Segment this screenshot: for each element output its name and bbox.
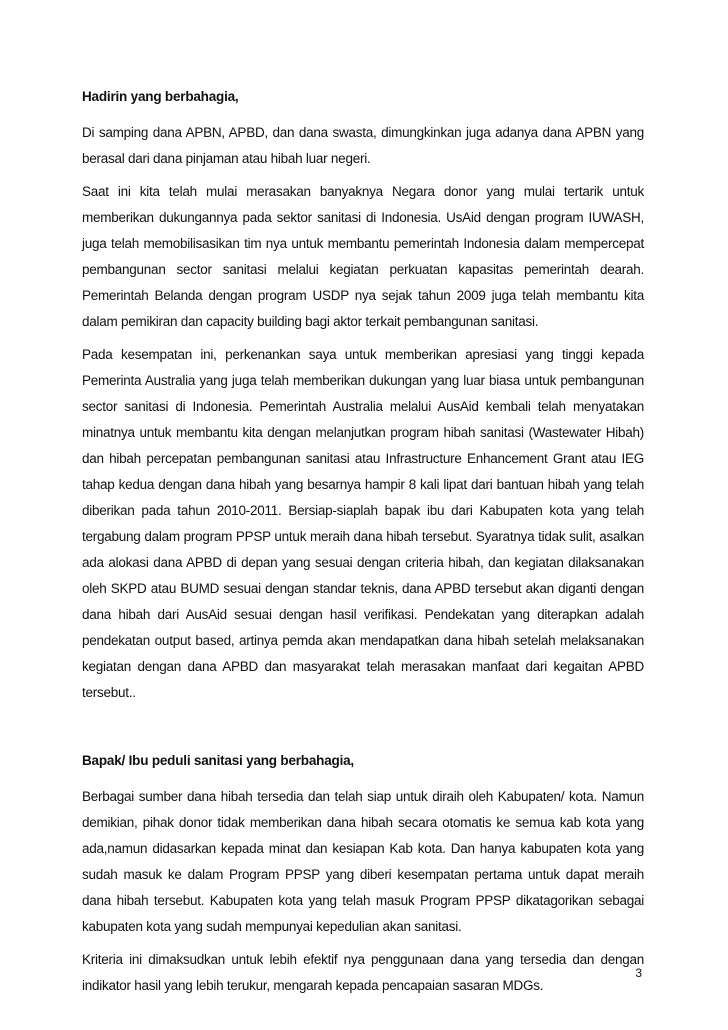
page-number: 3 [635,966,642,980]
paragraph-kriteria: Kriteria ini dimaksudkan untuk lebih efektif nya penggunaan dana yang tersedia dan dengan indikator hasil yang lebih terukur, mengarah kepada pencapaian sasaran MDGs. [82,952,644,993]
document-page [82,84,644,1006]
paragraph-sumber-dana-hibah: Berbagai sumber dana hibah tersedia dan telah siap untuk diraih oleh Kabupaten/ kota. Namun demikian, pihak donor tidak memberikan dana hibah secara otomatis ke semua kab kota yang ada,namun didasarkan kepada minat dan kesiapan Kab kota. Dan hanya kabupaten kota yang sudah masuk ke dalam Program PPSP yang diberi kesempatan pertama untuk dapat meraih dana hibah tersebut. Kabupaten kota yang telah masuk Program PPSP dikatagorikan sebagai kabupaten kota yang sudah mempunyai kepedulian akan sanitasi. [82,789,644,934]
paragraph-negara-donor: Saat ini kita telah mulai merasakan banyaknya Negara donor yang mulai tertarik untuk memberikan dukungannya pada sektor sanitasi di Indonesia. UsAid dengan program IUWASH, juga telah memobilisasikan tim nya untuk membantu pemerintah Indonesia dalam mempercepat pembangunan sector sanitasi melalui kegiatan perkuatan kapasitas pemerintah dearah. Pemerintah Belanda dengan program USDP nya sejak tahun 2009 juga telah membantu kita dalam pemikiran dan capacity building bagi aktor terkait pembangunan sanitasi. [82,184,644,329]
paragraph-apresiasi-australia: Pada kesempatan ini, perkenankan saya untuk memberikan apresiasi yang tinggi kepada Pemerinta Australia yang juga telah memberikan dukungan yang luar biasa untuk pembangunan sector sanitasi di Indonesia. Pemerintah Australia melalui AusAid kembali telah menyatakan minatnya untuk membantu kita dengan melanjutkan program hibah sanitasi (Wastewater Hibah) dan hibah percepatan pembangunan sanitasi atau Infrastructure Enhancement Grant atau IEG tahap kedua dengan dana hibah yang besarnya hampir 8 kali lipat dari bantuan hibah yang telah diberikan pada tahun 2010-2011. Bersiap-siaplah bapak ibu dari Kabupaten kota yang telah tergabung dalam program PPSP untuk meraih dana hibah tersebut. Syaratnya tidak sulit, asalkan ada alokasi dana APBD di depan yang sesuai dengan criteria hibah, dan kegiatan dilaksanakan oleh SKPD atau BUMD sesuai dengan standar teknis, dana APBD tersebut akan diganti dengan dana hibah dari AusAid sesuai dengan hasil verifikasi. Pendekatan yang diterapkan adalah pendekatan output based, artinya pemda akan mendapatkan dana hibah setelah melaksanakan kegiatan dengan dana APBD dan masyarakat telah merasakan manfaat dari kegaitan APBD tersebut.. [82,347,644,700]
paragraph-dana-pinjaman: Di samping dana APBN, APBD, dan dana swasta, dimungkinkan juga adanya dana APBN yang berasal dari dana pinjaman atau hibah luar negeri. [82,125,644,166]
section-heading-peduli-sanitasi: Bapak/ Ibu peduli sanitasi yang berbahagia, [82,753,354,768]
section-heading-hadirin: Hadirin yang berbahagia, [82,89,239,104]
